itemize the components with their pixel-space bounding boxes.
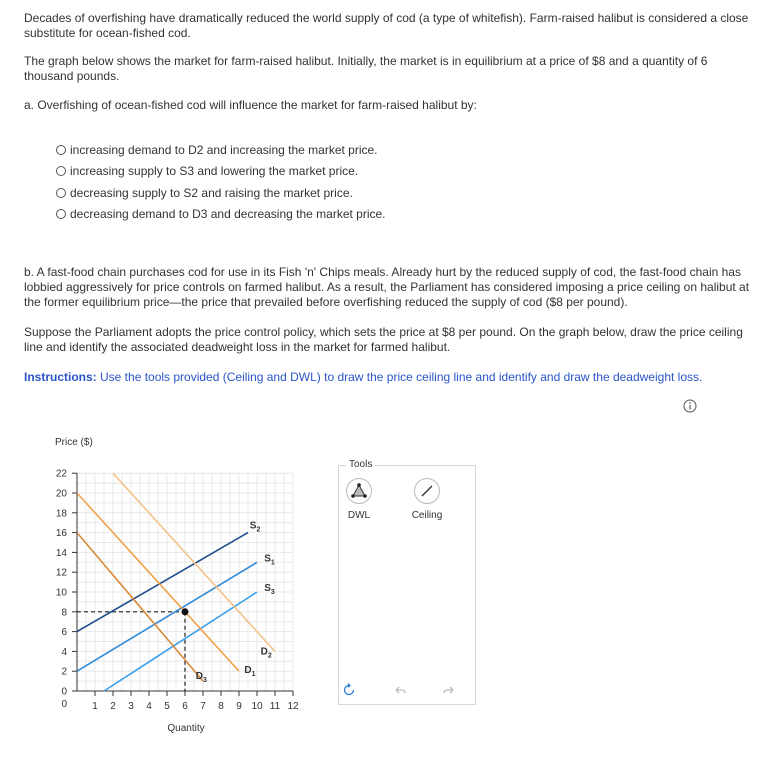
triangle-icon xyxy=(350,483,368,499)
x-tick-label: 6 xyxy=(182,701,188,712)
x-origin-label: 0 xyxy=(61,699,67,710)
reset-icon[interactable] xyxy=(342,683,356,697)
y-tick-label: 8 xyxy=(61,607,67,619)
curve-label-s1: $S_1$ xyxy=(264,553,275,567)
y-tick-label: 12 xyxy=(55,567,67,579)
chart-ticks xyxy=(56,469,299,712)
x-axis-label: Quantity xyxy=(167,723,205,734)
info-icon[interactable] xyxy=(683,399,697,413)
x-tick-label: 8 xyxy=(218,701,224,712)
y-tick-label: 14 xyxy=(55,547,67,559)
y-tick-label: 16 xyxy=(55,528,67,540)
y-tick-label: 4 xyxy=(61,646,67,658)
y-tick-label: 2 xyxy=(61,666,67,678)
question-a: a. Overfishing of ocean-fished cod will influence the market for farm-raised halibut by: xyxy=(24,98,477,112)
x-tick-label: 11 xyxy=(269,701,281,712)
option-label: increasing demand to D2 and increasing the market price. xyxy=(70,143,378,157)
y-axis-label: Price ($) xyxy=(55,437,93,448)
option-label: decreasing demand to D3 and decreasing the market price. xyxy=(70,207,386,221)
dwl-tool-button[interactable] xyxy=(346,478,372,504)
y-tick-label: 18 xyxy=(55,508,67,520)
instructions-text: Use the tools provided (Ceiling and DWL) to draw the price ceiling line and identify and draw the deadweight loss. xyxy=(96,370,703,384)
equilibrium-dot[interactable] xyxy=(182,608,189,615)
graph-description: The graph below shows the market for farm-raised halibut. Initially, the market is in equilibrium at a price of $8 and a quantity of 6 thousand pounds. xyxy=(24,54,708,83)
option-2[interactable] xyxy=(56,164,358,178)
x-tick-label: 10 xyxy=(251,701,263,712)
radio-button[interactable] xyxy=(56,188,66,198)
curve-label-d1: $D_1$ xyxy=(244,665,256,679)
instructions xyxy=(24,370,759,385)
option-label: decreasing supply to S2 and raising the market price. xyxy=(70,186,353,200)
radio-button[interactable] xyxy=(56,166,66,176)
instructions-label: Instructions: xyxy=(24,370,97,384)
undo-icon[interactable] xyxy=(393,683,407,697)
x-tick-label: 9 xyxy=(236,701,242,712)
option-4[interactable] xyxy=(56,207,386,221)
line-tool-icon xyxy=(419,483,435,499)
dwl-tool[interactable] xyxy=(334,478,384,521)
x-tick-label: 7 xyxy=(200,701,206,712)
x-tick-label: 12 xyxy=(287,701,299,712)
x-tick-label: 2 xyxy=(110,701,116,712)
x-tick-label: 1 xyxy=(92,701,98,712)
y-tick-label: 20 xyxy=(55,488,67,500)
radio-button[interactable] xyxy=(56,145,66,155)
option-3[interactable] xyxy=(56,186,353,200)
chart-grid xyxy=(77,473,293,691)
question-b-task: Suppose the Parliament adopts the price control policy, which sets the price at $8 per pound. On the graph below, draw the price ceiling line and identify the associated deadweight loss in the market for farmed halibut. xyxy=(24,325,743,354)
question-b: b. A fast-food chain purchases cod for use in its Fish 'n' Chips meals. Already hurt by the reduced supply of cod, the fast-food chain has lobbied aggressively for price controls on farmed halibut. As a result, the Parliament has considered imposing a price ceiling on halibut at the former equilibrium price—the price that prevailed before overfishing reduced the supply of cod ($8 per pound). xyxy=(24,265,750,309)
tools-title: Tools xyxy=(346,459,375,470)
equilibrium-point[interactable] xyxy=(182,608,189,615)
redo-icon[interactable] xyxy=(442,683,456,697)
y-tick-label: 22 xyxy=(55,468,67,480)
curve-label-d2: $D_2$ xyxy=(260,646,272,660)
y-tick-label: 0 xyxy=(61,686,67,698)
dwl-tool-label: DWL xyxy=(347,510,371,521)
curve-label-s3: $S_3$ xyxy=(264,583,275,597)
curve-label-s2: $S_2$ xyxy=(249,520,261,534)
ceiling-tool-label: Ceiling xyxy=(411,510,443,521)
x-tick-label: 3 xyxy=(128,701,134,712)
option-1[interactable] xyxy=(56,143,378,157)
ceiling-tool-button[interactable] xyxy=(414,478,440,504)
y-tick-label: 10 xyxy=(55,587,67,599)
y-tick-label: 6 xyxy=(61,627,67,639)
ceiling-tool[interactable] xyxy=(402,478,452,521)
x-tick-label: 5 xyxy=(164,701,170,712)
intro-text: Decades of overfishing have dramatically reduced the world supply of cod (a type of whitefish). Farm-raised halibut is considered a close substitute for ocean-fished cod. xyxy=(24,11,749,40)
x-tick-label: 4 xyxy=(146,701,152,712)
option-label: increasing supply to S3 and lowering the market price. xyxy=(70,164,359,178)
curve-label-d3: $D_3$ xyxy=(195,671,207,685)
radio-button[interactable] xyxy=(56,209,66,219)
supply-demand-chart[interactable] xyxy=(0,425,330,745)
